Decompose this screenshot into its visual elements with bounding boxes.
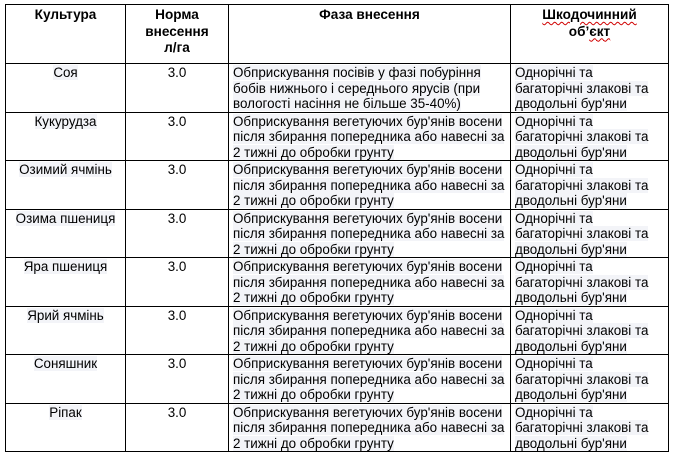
header-crop-label: Культура: [34, 7, 97, 22]
table-row: [6, 258, 669, 307]
cell-crop: [6, 209, 126, 258]
application-rate: 3.0: [167, 210, 187, 226]
header-rate-line1: Норма: [155, 7, 199, 22]
cell-target: [511, 258, 669, 307]
cell-target: [511, 161, 669, 210]
header-target: [511, 5, 669, 64]
target-weeds: Однорічні та багаторічні злакові та дводольні бур'яни: [515, 113, 649, 160]
crop-name: Соя: [53, 65, 78, 80]
cell-rate: [126, 209, 229, 258]
cell-phase: [229, 258, 511, 307]
crop-name: Ярий ячмінь: [27, 307, 104, 323]
cell-rate: [126, 64, 229, 113]
cell-rate: [126, 403, 229, 452]
cell-rate: [126, 112, 229, 161]
table-row: [6, 403, 669, 452]
table-header-row: [6, 5, 669, 64]
table-body: [6, 64, 669, 452]
crop-name: Яра пшениця: [23, 259, 108, 274]
application-phase: Обприскування вегетуючих бур'янів восени після збирання попередника або навесні за 2 тижні до обробки грунту: [233, 162, 505, 208]
application-rate: 3.0: [167, 259, 187, 274]
cell-crop: [6, 258, 126, 307]
cell-phase: [229, 403, 511, 452]
crop-name: Озима пшениця: [15, 210, 116, 226]
cell-phase: [229, 161, 511, 210]
application-phase: Обприскування вегетуючих бур'янів восени після збирання попередника або навесні за 2 тижні до обробки грунту: [233, 356, 505, 402]
header-target-line1: Шкодочинний: [542, 7, 637, 22]
cell-rate: [126, 161, 229, 210]
cell-target: [511, 112, 669, 161]
table-row: [6, 355, 669, 404]
application-rate: 3.0: [167, 307, 187, 323]
application-rate: 3.0: [167, 356, 187, 371]
cell-rate: [126, 355, 229, 404]
table-row: [6, 306, 669, 355]
application-phase: Обприскування вегетуючих бур'янів восени після збирання попередника або навесні за 2 тижні до обробки грунту: [233, 307, 505, 354]
table-row: [6, 64, 669, 113]
crop-name: Кукурудза: [34, 113, 97, 129]
header-rate-line2: внесення: [145, 23, 209, 39]
cell-crop: [6, 355, 126, 404]
header-phase-label: Фаза внесення: [319, 7, 420, 22]
application-phase: Обприскування вегетуючих бур'янів восени після збирання попередника або навесні за 2 тижні до обробки грунту: [233, 210, 505, 257]
target-weeds: Однорічні та багаторічні злакові та дводольні бур'яни: [515, 65, 649, 111]
table-row: [6, 209, 669, 258]
application-phase: Обприскування посівів у фазі побуріння бобів нижнього і середнього ярусів (при вологості насіння не більше 35-40%): [233, 65, 481, 111]
target-weeds: Однорічні та багаторічні злакові та дводольні бур'яни: [515, 356, 649, 402]
application-phase: Обприскування вегетуючих бур'янів восени після збирання попередника або навесні за 2 тижні до обробки грунту: [233, 404, 505, 451]
cell-target: [511, 355, 669, 404]
header-rate: [126, 5, 229, 64]
cell-phase: [229, 64, 511, 113]
cell-rate: [126, 306, 229, 355]
cell-target: [511, 403, 669, 452]
application-rate: 3.0: [167, 65, 187, 80]
crop-name: Озимий ячмінь: [19, 162, 112, 177]
cell-phase: [229, 306, 511, 355]
application-phase: Обприскування вегетуючих бур'янів восени після збирання попередника або навесні за 2 тижні до обробки грунту: [233, 259, 505, 305]
cell-target: [511, 209, 669, 258]
cell-target: [511, 306, 669, 355]
target-weeds: Однорічні та багаторічні злакові та дводольні бур'яни: [515, 210, 649, 257]
crop-name: Ріпак: [49, 404, 82, 420]
application-phase: Обприскування вегетуючих бур'янів восени після збирання попередника або навесні за 2 тижні до обробки грунту: [233, 113, 505, 160]
cell-crop: [6, 306, 126, 355]
cell-crop: [6, 403, 126, 452]
cell-target: [511, 64, 669, 113]
cell-rate: [126, 258, 229, 307]
target-weeds: Однорічні та багаторічні злакові та дводольні бур'яни: [515, 307, 649, 354]
table-row: [6, 161, 669, 210]
cell-phase: [229, 209, 511, 258]
target-weeds: Однорічні та багаторічні злакові та дводольні бур'яни: [515, 162, 649, 208]
cell-crop: [6, 112, 126, 161]
cell-phase: [229, 355, 511, 404]
cell-crop: [6, 64, 126, 113]
header-target-line2-suffix: єкт: [589, 23, 611, 39]
header-phase: [229, 5, 511, 64]
header-target-line2-prefix: об’: [568, 23, 590, 39]
crop-name: Соняшник: [33, 356, 98, 371]
application-rate: 3.0: [167, 113, 187, 129]
header-rate-unit: л/га: [164, 40, 190, 55]
application-rate: 3.0: [167, 162, 187, 177]
header-crop: [6, 5, 126, 64]
herbicide-application-table: [5, 4, 669, 452]
cell-crop: [6, 161, 126, 210]
cell-phase: [229, 112, 511, 161]
target-weeds: Однорічні та багаторічні злакові та дводольні бур'яни: [515, 259, 649, 305]
target-weeds: Однорічні та багаторічні злакові та дводольні бур'яни: [515, 404, 649, 451]
table-row: [6, 112, 669, 161]
application-rate: 3.0: [167, 404, 187, 420]
